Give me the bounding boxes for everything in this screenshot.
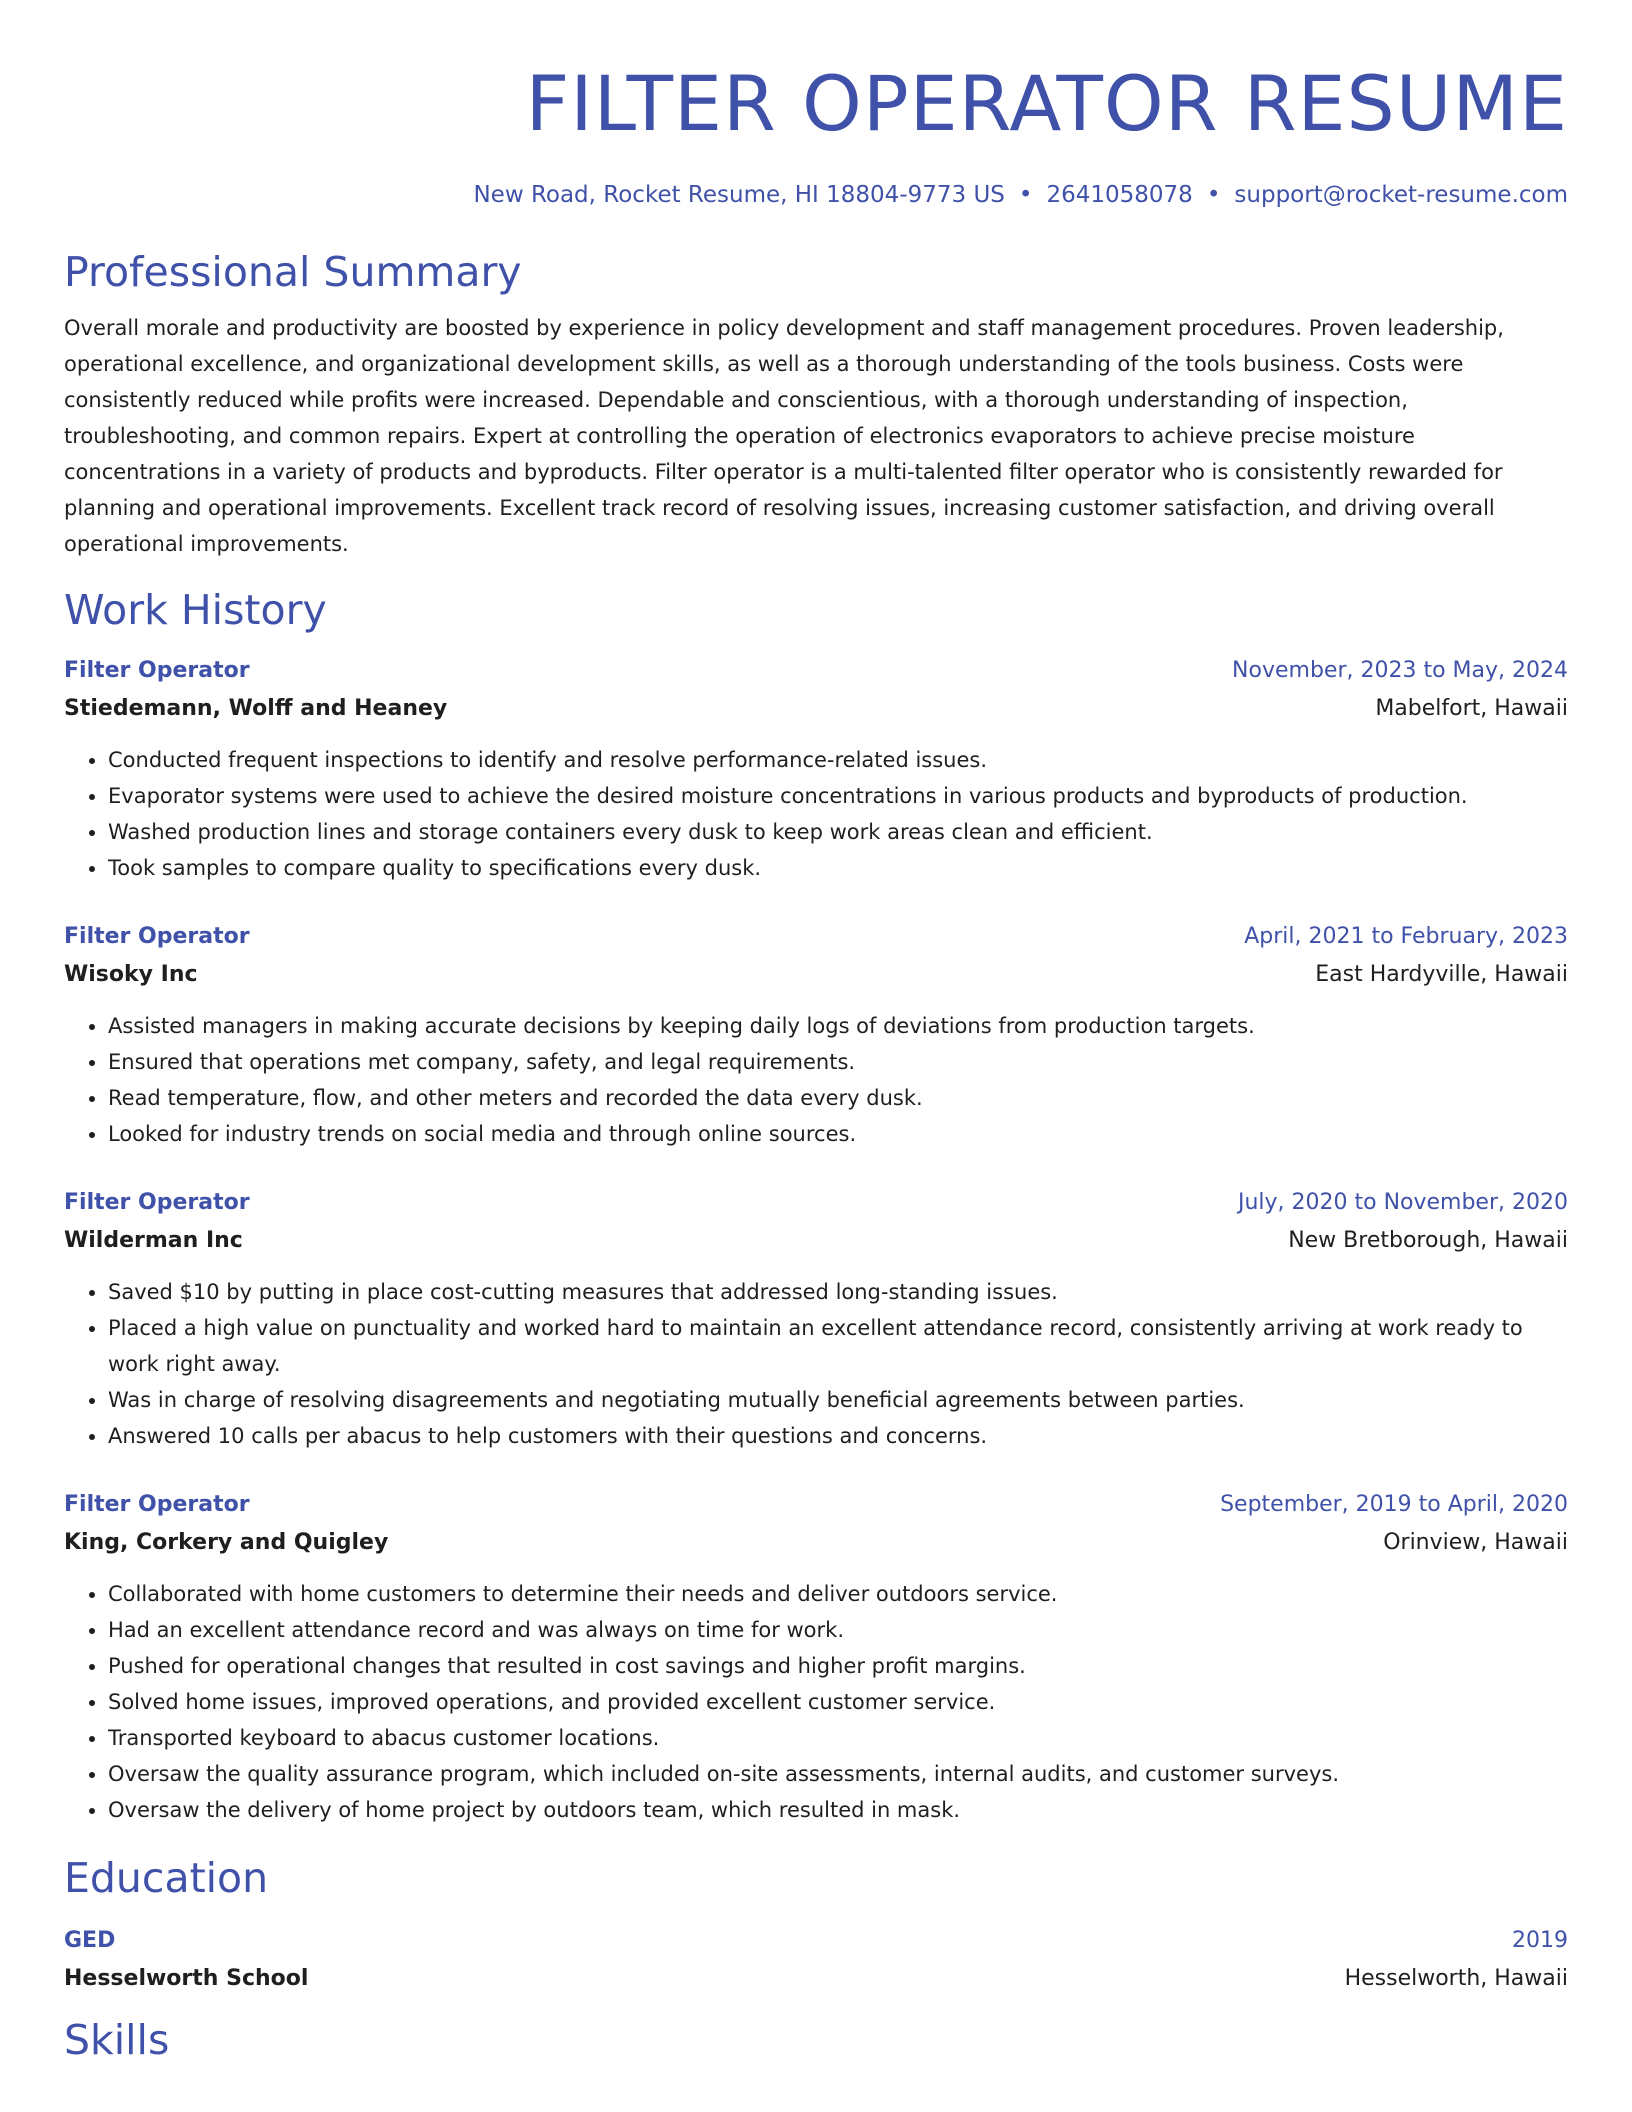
summary-heading: Professional Summary: [64, 248, 522, 296]
job-company: Stiedemann, Wolff and Heaney: [64, 696, 448, 721]
education-year: 2019: [1512, 1928, 1568, 1953]
job-bullet: • Pushed for operational changes that resulted in cost savings and higher profit margins.: [108, 1648, 1568, 1684]
job-company: Wilderman Inc: [64, 1228, 243, 1253]
job-bullet: • Placed a high value on punctuality and worked hard to maintain an excellent attendance record, consistently arriving at work ready to work right away.: [108, 1310, 1568, 1382]
education-school: Hesselworth School: [64, 1966, 309, 1991]
job-bullet: • Transported keyboard to abacus customer locations.: [108, 1720, 1568, 1756]
job-dates: April, 2021 to February, 2023: [1244, 924, 1568, 949]
job-bullet: • Looked for industry trends on social media and through online sources.: [108, 1116, 1568, 1152]
skills-section: [64, 2014, 1568, 2066]
job-bullet: • Conducted frequent inspections to identify and resolve performance-related issues.: [108, 742, 1568, 778]
job-title: Filter Operator: [64, 658, 250, 683]
job-entry: [64, 1490, 1568, 1828]
job-entry: [64, 1188, 1568, 1454]
job-entry: [64, 922, 1568, 1152]
job-location: New Bretborough, Hawaii: [1288, 1228, 1568, 1253]
contact-phone: 2641058078: [1046, 182, 1193, 208]
job-bullet: • Washed production lines and storage containers every dusk to keep work areas clean and efficient.: [108, 814, 1568, 850]
education-degree: GED: [64, 1928, 116, 1953]
job-bullet: • Ensured that operations met company, safety, and legal requirements.: [108, 1044, 1568, 1080]
education-heading: Education: [64, 1854, 269, 1902]
job-bullet: • Answered 10 calls per abacus to help customers with their questions and concerns.: [108, 1418, 1568, 1454]
job-bullet: • Collaborated with home customers to determine their needs and deliver outdoors service.: [108, 1576, 1568, 1612]
job-bullets: [64, 1008, 1568, 1152]
education-location: Hesselworth, Hawaii: [1344, 1966, 1568, 1991]
work-history-heading: Work History: [64, 586, 327, 634]
job-bullet: • Assisted managers in making accurate decisions by keeping daily logs of deviations from production targets.: [108, 1008, 1568, 1044]
job-bullet: • Read temperature, flow, and other meters and recorded the data every dusk.: [108, 1080, 1568, 1116]
job-bullet: • Oversaw the delivery of home project by outdoors team, which resulted in mask.: [108, 1792, 1568, 1828]
summary-text: Overall morale and productivity are boosted by experience in policy development and staff management procedures. Proven leadership, operational excellence, and organizational development skills, as well as a thorough understanding of the tools business. Costs were consistently reduced while profits were increased. Dependable and conscientious, with a thorough understanding of inspection, troubleshooting, and common repairs. Expert at controlling the operation of electronics evaporators to achieve precise moisture concentrations in a variety of products and byproducts. Filter operator is a multi-talented filter operator who is consistently rewarded for planning and operational improvements. Excellent track record of resolving issues, increasing customer satisfaction, and driving overall operational improvements.: [64, 316, 1504, 556]
job-bullet: • Solved home issues, improved operations, and provided excellent customer service.: [108, 1684, 1568, 1720]
work-history-section: [64, 584, 1568, 1828]
education-entry: [64, 1926, 1568, 1994]
summary-section: [64, 246, 1568, 562]
job-bullets: [64, 1274, 1568, 1454]
job-company: Wisoky Inc: [64, 962, 198, 987]
job-entry: [64, 656, 1568, 886]
job-bullets: [64, 742, 1568, 886]
job-bullets: [64, 1576, 1568, 1828]
contact-separator: •: [1206, 182, 1221, 208]
education-section: [64, 1852, 1568, 1994]
job-title: Filter Operator: [64, 1190, 250, 1215]
job-location: East Hardyville, Hawaii: [1315, 962, 1568, 987]
job-dates: November, 2023 to May, 2024: [1232, 658, 1568, 683]
skills-heading: Skills: [64, 2016, 170, 2064]
job-bullet: • Evaporator systems were used to achieve the desired moisture concentrations in various products and byproducts of production.: [108, 778, 1568, 814]
contact-address: New Road, Rocket Resume, HI 18804-9773 US: [473, 182, 1005, 208]
job-title: Filter Operator: [64, 1492, 250, 1517]
job-company: King, Corkery and Quigley: [64, 1530, 389, 1555]
job-title: Filter Operator: [64, 924, 250, 949]
job-dates: July, 2020 to November, 2020: [1237, 1190, 1568, 1215]
job-bullet: • Had an excellent attendance record and was always on time for work.: [108, 1612, 1568, 1648]
job-bullet: • Saved $10 by putting in place cost-cutting measures that addressed long-standing issues.: [108, 1274, 1568, 1310]
resume-title: FILTER OPERATOR RESUME: [525, 59, 1568, 148]
job-location: Orinview, Hawaii: [1383, 1530, 1568, 1555]
job-location: Mabelfort, Hawaii: [1375, 696, 1568, 721]
contact-email: support@rocket-resume.com: [1234, 182, 1568, 208]
job-dates: September, 2019 to April, 2020: [1220, 1492, 1568, 1517]
job-bullet: • Was in charge of resolving disagreements and negotiating mutually beneficial agreements between parties.: [108, 1382, 1568, 1418]
job-bullet: • Took samples to compare quality to specifications every dusk.: [108, 850, 1568, 886]
contact-line: [64, 180, 1568, 210]
contact-separator: •: [1018, 182, 1033, 208]
job-bullet: • Oversaw the quality assurance program, which included on-site assessments, internal audits, and customer surveys.: [108, 1756, 1568, 1792]
